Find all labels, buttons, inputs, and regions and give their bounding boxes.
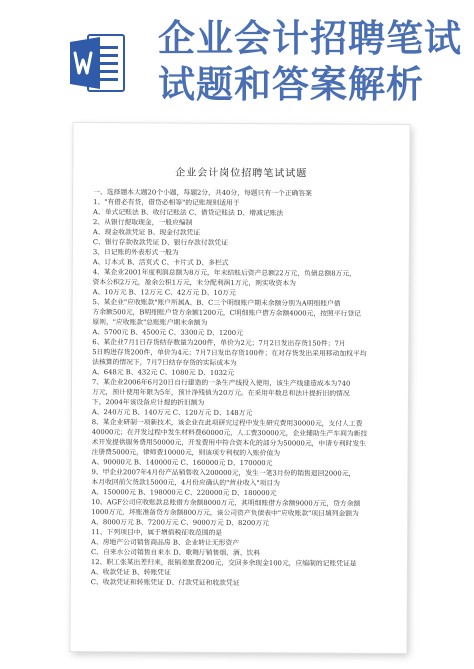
document-line: 术开发提供服务费用50000元，开发费用中符合资本化的部分为50000元，申请专利时发生	[91, 438, 367, 448]
document-line: A、90000元 B、140000元 C、160000元 D、170000元	[91, 458, 273, 468]
document-line: 9、甲企业2007年4月份产品销售收入200000元，发生一笔3月份的销售退回2000元，	[91, 468, 356, 478]
document-line: 8、某企业研制一项新技术，该企业在此项研究过程中发生研究费用30000元，支付人工费	[91, 418, 363, 428]
document-line: C、自来水公司销售自来水 D、歌舞厅销售烟、酒、饮料	[90, 548, 261, 558]
document-line: A、240万元 B、140万元 C、120万元 D、148万元	[91, 408, 253, 418]
document-line: 下，2004年该设备应计提的折旧额为	[91, 398, 205, 407]
document-line: 注册费5000元，律师费10000元，则该项专利权的入账价值为	[91, 448, 281, 458]
document-line: 4、某企业2001年度利润总额为8万元，年末结账后资产总额22万元，负债总额8万元，	[92, 268, 356, 278]
question-list	[91, 187, 393, 589]
document-line: 一、选择题本大题20个小题，每题2分，共40分，每题只有一个正确答案	[93, 188, 312, 198]
document-line: 3、日记账的外表形式一般为	[92, 248, 179, 257]
document-line: 7、某企业2006年6月20日自行建造的一条生产线投入使用，该生产线建造成本为740	[92, 378, 351, 388]
document-preview	[70, 123, 409, 653]
document-line: A、现金收款凭证 B、现金付款凭证	[92, 228, 201, 237]
document-line: 5日购进存货200件，单价为4元；7月7日发出存货100件；在对存货发出采用移动加权平均	[92, 348, 367, 358]
document-line: C、银行存款收款凭证 D、银行存款付款凭证	[92, 238, 229, 247]
document-line: 万元，预计使用年限为5年，预计净残值为20万元。在采用年数总和法计提折旧的情况	[91, 388, 350, 398]
document-line: 12、职工张某出差归来，报销差旅费200元，交回多余现金100元，应编制的记账凭证是	[90, 558, 357, 568]
document-line: A、8000万元 B、7200万元 C、9000万元 D、8200万元	[91, 518, 269, 528]
document-line: 11、下列项目中，属于增值税征收范围的是	[91, 528, 223, 537]
document-line: 1、"有借必有贷，借贷必相等"的记账规则适用于	[93, 198, 240, 207]
document-line: A、收款凭证 B、转账凭证	[90, 568, 171, 577]
document-line: 法核算的情况下，7月7日结存存货的实际成本为	[92, 358, 237, 367]
document-line: 本月收回前欠货款15000元，4月份应确认的"营业收入"项目为	[91, 478, 280, 488]
document-line: 10、AGF公司应收账款总账借方余额8000万元，其明细账借方余额9000万元，贷方余额	[91, 498, 361, 508]
document-line: A、5700元 B、4500元 C、3300元 D、1200元	[92, 328, 243, 338]
document-line: C、收款凭证和转账凭证 D、付款凭证和收款凭证	[90, 578, 240, 588]
document-line: 5、某企业"应收账款"账户所属A、B、C三个明细账户期末余额分别为A明细账户借	[92, 298, 341, 308]
page-title	[158, 16, 462, 108]
word-document-icon	[70, 32, 126, 94]
title-line: 企业会计招聘笔试	[158, 17, 462, 60]
document-line: 方余额500元，B明细账户贷方余额1200元，C明细账户借方余额4000元，按照平行登记	[92, 308, 361, 318]
document-line: A、10万元 B、12万元 C、42万元 D、10万元	[92, 288, 236, 297]
document-line: 2、从银行提取现金，一般应编制	[92, 218, 193, 227]
document-line: 6、某企业7月1日存货结存数量为200件，单价为2元；7月2日发出存货150件；7月	[92, 338, 346, 348]
header	[0, 0, 474, 118]
document-title: 企业会计岗位招聘笔试试题	[175, 167, 308, 180]
document-line: 40000元；在开发过程中发生材料费60000元，人工费30000元，企业辅助生产车间为新技	[91, 428, 368, 438]
document-line: A、648元 B、432元 C、1080元 D、1032元	[92, 368, 235, 377]
document-line: A、房地产公司销售商品房 B、企业转让无形资产	[91, 538, 240, 547]
document-line: 资本公积2万元，盈余公积1万元，未分配利润1万元，则实收资本为	[92, 278, 296, 288]
title-line: 试题和答案解析	[158, 63, 424, 106]
document-line: A、单式记账法 B、收付记账法 C、借贷记账法 D、增减记账法	[93, 208, 284, 218]
document-line: 1000万元，坏账准备贷方余额800万元，该公司资产负债表中"应收账款"项目填列金额为	[91, 508, 359, 518]
document-line: 原则，"应收账款"总账账户期末余额为	[92, 318, 208, 327]
document-line: A、订本式 B、活页式 C、卡片式 D、多栏式	[92, 258, 229, 267]
document-line: A、150000元 B、198000元 C、220000元 D、180000元	[91, 488, 277, 498]
